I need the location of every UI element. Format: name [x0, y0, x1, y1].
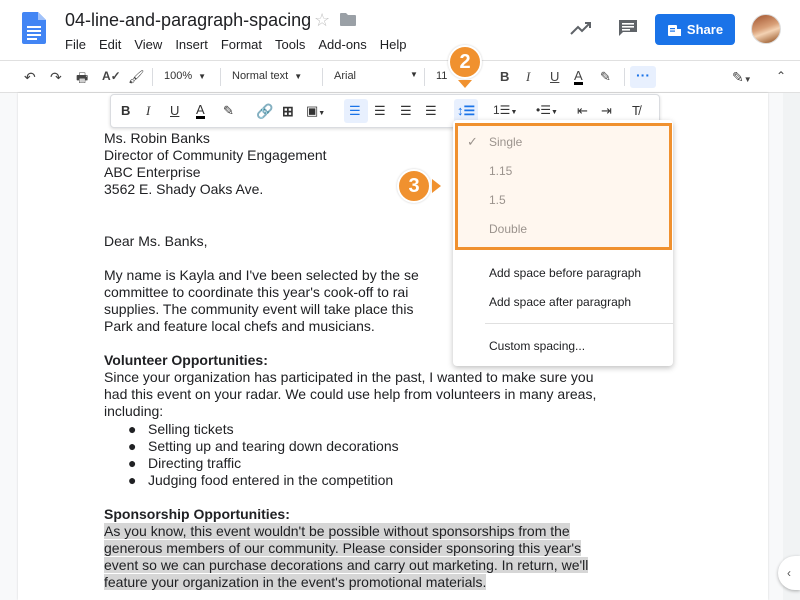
selected-text: feature your organization in the event's promotional materials. — [104, 574, 487, 590]
divider — [322, 68, 323, 86]
text-color-icon[interactable]: A — [196, 102, 205, 117]
link-icon[interactable]: 🔗 — [256, 103, 274, 119]
menu-insert[interactable]: Insert — [175, 37, 208, 52]
paragraph-line: My name is Kayla and I've been selected by the se — [104, 267, 419, 283]
divider — [624, 68, 625, 86]
zoom-value: 100% — [164, 70, 193, 82]
bold-icon[interactable]: B — [500, 69, 510, 84]
highlight-box — [455, 123, 672, 250]
document-title[interactable]: 04-line-and-paragraph-spacing — [65, 10, 312, 30]
bullet-item: Directing traffic — [148, 455, 242, 471]
chevron-down-icon: ▼ — [410, 70, 418, 79]
lock-people-icon — [667, 23, 681, 37]
docs-logo-icon[interactable] — [22, 12, 46, 44]
user-avatar[interactable] — [751, 14, 781, 44]
paint-format-icon[interactable]: 🖌 — [128, 69, 145, 84]
folder-icon[interactable] — [340, 13, 356, 26]
section-heading: Sponsorship Opportunities: — [104, 506, 290, 522]
increase-indent-icon[interactable]: ⇥ — [601, 103, 612, 118]
address-line: ABC Enterprise — [104, 164, 201, 180]
paragraph-line: Since your organization has participated in the past, I wanted to make sure you — [104, 369, 594, 385]
greeting: Dear Ms. Banks, — [104, 233, 208, 249]
divider — [220, 68, 221, 86]
paragraph-line: had this event on your radar. We could use help from volunteers in many areas, — [104, 386, 597, 402]
font-size-value: 11 — [436, 70, 448, 82]
paragraph-line-wrap — [104, 540, 581, 557]
scrollbar[interactable] — [783, 93, 800, 600]
bullet-dot: ● — [128, 472, 137, 488]
align-center-icon[interactable]: ☰ — [374, 103, 386, 118]
underline-icon[interactable]: U — [550, 69, 560, 84]
app-header — [0, 0, 800, 60]
paragraph-line: committee to coordinate this year's cook-off to rai — [104, 284, 409, 300]
undo-icon[interactable]: ↶ — [24, 69, 36, 85]
menu-view[interactable]: View — [134, 37, 163, 52]
clear-formatting-icon[interactable]: T̸ — [632, 103, 640, 118]
section-heading: Volunteer Opportunities: — [104, 352, 268, 368]
menu-help[interactable]: Help — [379, 37, 407, 52]
italic-icon[interactable]: I — [146, 103, 151, 118]
paragraph-line-wrap — [104, 557, 588, 574]
address-line: Ms. Robin Banks — [104, 130, 210, 146]
paragraph-line: including: — [104, 403, 164, 419]
star-icon[interactable]: ☆ — [314, 10, 331, 30]
main-toolbar — [0, 60, 800, 93]
selected-text: event so we can purchase decorations and carry out marketing. In return, we'll — [104, 557, 589, 573]
insert-image-icon[interactable]: ▣▼ — [306, 103, 326, 118]
print-icon[interactable]: 🖶 — [76, 70, 89, 85]
bulleted-list-icon[interactable]: •☰▼ — [536, 103, 558, 117]
align-right-icon[interactable]: ☰ — [400, 103, 412, 118]
add-space-after-item[interactable]: Add space after paragraph — [489, 295, 632, 309]
address-line: Director of Community Engagement — [104, 147, 327, 163]
justify-icon[interactable]: ☰ — [425, 103, 437, 118]
more-options-icon[interactable]: ··· — [630, 66, 656, 88]
bullet-item: Selling tickets — [148, 421, 234, 437]
step-callout: 2 — [448, 45, 482, 79]
callout-pointer — [432, 179, 441, 193]
divider — [152, 68, 153, 86]
activity-trend-icon[interactable] — [570, 20, 592, 36]
style-select[interactable] — [232, 70, 302, 82]
menu-addons[interactable]: Add-ons — [318, 37, 367, 52]
numbered-list-icon[interactable]: 1☰▼ — [493, 103, 518, 117]
share-label: Share — [686, 22, 724, 37]
font-value: Arial — [334, 70, 357, 82]
selected-text: generous members of our community. Please consider sponsoring this year's — [104, 540, 582, 556]
menu-bar — [65, 37, 420, 52]
menu-file[interactable]: File — [65, 37, 86, 52]
spellcheck-icon[interactable]: A✓ — [102, 69, 121, 83]
paragraph-line-wrap — [104, 523, 570, 540]
bullet-dot: ● — [128, 438, 137, 454]
selected-text: As you know, this event wouldn't be possible without sponsorships from the — [104, 523, 570, 539]
align-left-icon[interactable]: ☰ — [349, 103, 361, 118]
underline-icon[interactable]: U — [170, 103, 180, 118]
address-line: 3562 E. Shady Oaks Ave. — [104, 181, 264, 197]
edit-mode-icon[interactable]: ✎▼ — [732, 69, 752, 85]
menu-tools[interactable]: Tools — [275, 37, 306, 52]
bullet-item: Judging food entered in the competition — [148, 472, 394, 488]
bullet-item: Setting up and tearing down decorations — [148, 438, 399, 454]
side-panel-toggle[interactable] — [778, 556, 800, 590]
paragraph-line: supplies. The community event will take place this — [104, 301, 414, 317]
highlight-icon[interactable]: ✎ — [600, 69, 611, 84]
highlight-icon[interactable]: ✎ — [223, 103, 234, 118]
paragraph-line-wrap — [104, 574, 486, 591]
divider — [424, 68, 425, 86]
paragraph-line: Park and feature local chefs and musicians. — [104, 318, 375, 334]
line-spacing-icon[interactable]: ↕☰ — [457, 103, 476, 118]
font-select[interactable] — [334, 70, 418, 82]
chevron-down-icon: ▼ — [198, 72, 207, 81]
bold-icon[interactable]: B — [121, 103, 131, 118]
menu-divider — [485, 323, 673, 324]
add-comment-icon[interactable]: ⊞ — [282, 103, 294, 119]
share-button[interactable] — [655, 14, 735, 45]
italic-icon[interactable]: I — [526, 69, 531, 84]
menu-edit[interactable]: Edit — [98, 37, 122, 52]
callout-pointer — [458, 80, 472, 88]
menu-format[interactable]: Format — [220, 37, 262, 52]
zoom-select[interactable] — [164, 70, 206, 82]
font-size-select[interactable] — [436, 70, 447, 82]
add-space-before-item[interactable]: Add space before paragraph — [489, 266, 642, 280]
redo-icon[interactable]: ↷ — [50, 69, 62, 85]
text-color-icon[interactable]: A — [574, 68, 583, 83]
style-value: Normal text — [232, 70, 289, 82]
collapse-menu-icon[interactable]: ⌃ — [776, 69, 787, 83]
bullet-dot: ● — [128, 455, 137, 471]
chevron-down-icon: ▼ — [294, 72, 303, 81]
bullet-dot: ● — [128, 421, 137, 437]
step-callout: 3 — [397, 169, 431, 203]
decrease-indent-icon[interactable]: ⇤ — [577, 103, 588, 118]
comment-icon[interactable] — [618, 19, 638, 37]
chevron-left-icon: ‹ — [787, 566, 791, 580]
custom-spacing-item[interactable]: Custom spacing... — [489, 339, 586, 353]
